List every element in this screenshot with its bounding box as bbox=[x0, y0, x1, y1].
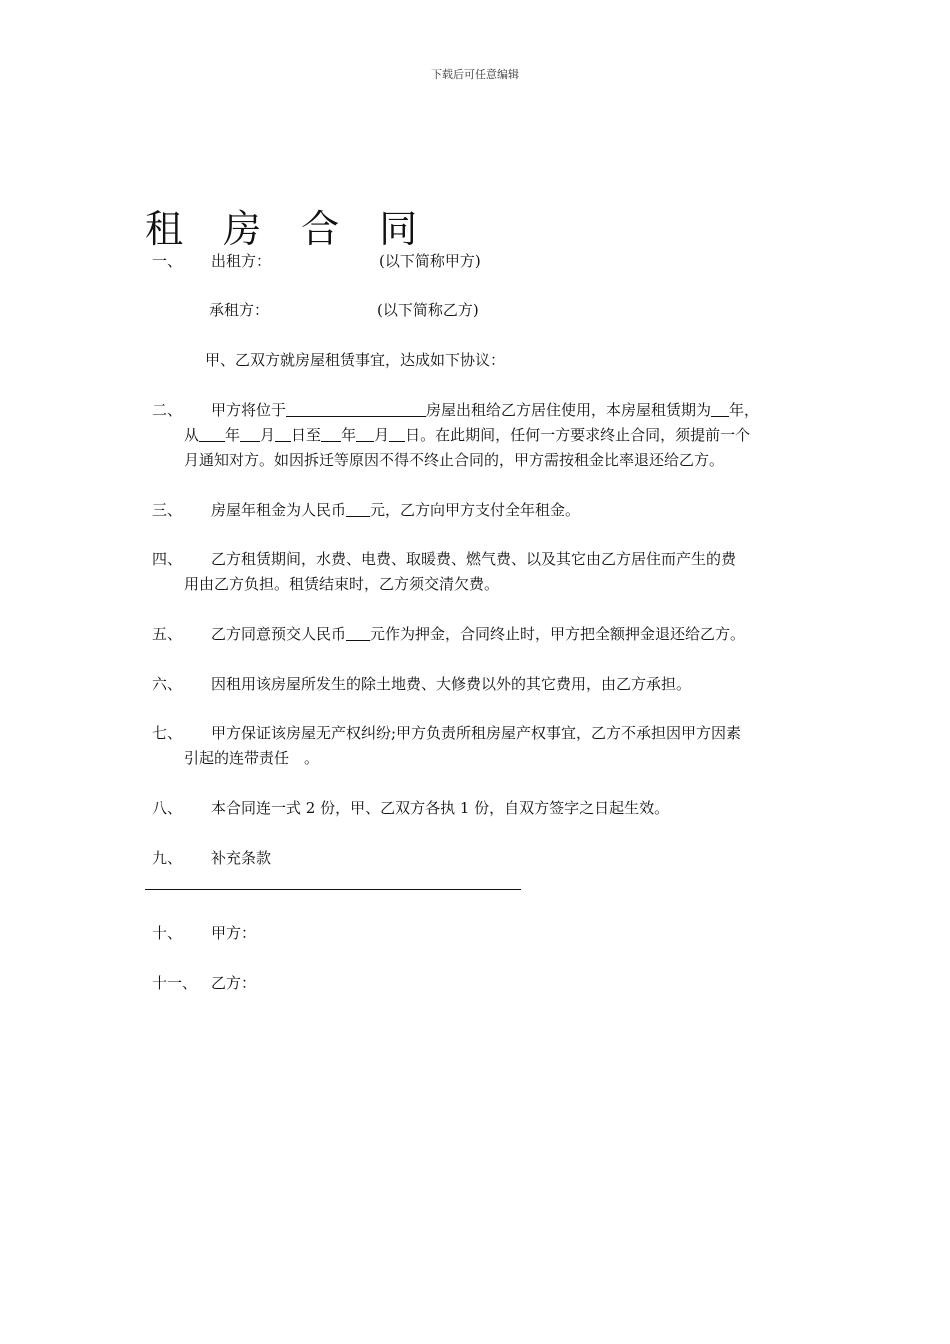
clause-text: 从 bbox=[184, 426, 200, 444]
tenant-label: 承租方： bbox=[209, 301, 270, 319]
clause-number: 七、 bbox=[152, 724, 183, 742]
clause-9 bbox=[152, 846, 812, 871]
clause-text: 元，乙方向甲方支付全年租金。 bbox=[370, 501, 581, 519]
clause-line bbox=[184, 622, 812, 647]
clause-line bbox=[184, 423, 812, 448]
clause-number-1: 一、 bbox=[152, 252, 183, 270]
clause-line bbox=[184, 498, 812, 523]
clause-text: 甲方将位于 bbox=[211, 401, 287, 419]
clause-number: 四、 bbox=[152, 550, 183, 568]
clause-number: 六、 bbox=[152, 675, 183, 693]
landlord-label: 出租方： bbox=[211, 252, 272, 270]
clause-text: 年， bbox=[729, 401, 760, 419]
party-a-signature-label: 甲方： bbox=[211, 924, 257, 942]
clause-line: 补充条款 bbox=[211, 849, 272, 867]
clause-text: 元作为押金，合同终止时，甲方把全额押金退还给乙方。 bbox=[370, 625, 746, 643]
blank-end-month bbox=[356, 424, 374, 442]
clause-line: 因租用该房屋所发生的除土地费、大修费以外的其它费用，由乙方承担。 bbox=[211, 675, 692, 693]
clause-line: 引起的连带责任 。 bbox=[184, 749, 320, 767]
clause-number: 八、 bbox=[152, 799, 183, 817]
clause-line: 乙方租赁期间，水费、电费、取暖费、燃气费、以及其它由乙方居住而产生的费 bbox=[211, 550, 737, 568]
clause-text: 年 bbox=[225, 426, 241, 444]
clause-line: 甲方保证该房屋无产权纠纷;甲方负责所租房屋产权事宜，乙方不承担因甲方因素 bbox=[211, 724, 742, 742]
clause-3 bbox=[152, 498, 812, 523]
signature-number-b: 十一、 bbox=[152, 974, 198, 992]
clause-text: 房屋年租金为人民币 bbox=[211, 501, 347, 519]
clause-text: 月 bbox=[260, 426, 276, 444]
party-b-signature-label: 乙方： bbox=[211, 974, 257, 992]
clause-text: 乙方同意预交人民币 bbox=[211, 625, 347, 643]
clause-text: 月 bbox=[374, 426, 390, 444]
tenant-alias: (以下简称乙方) bbox=[377, 301, 479, 319]
blank-end-day bbox=[389, 424, 405, 442]
clause-number: 九、 bbox=[152, 849, 183, 867]
blank-start-year bbox=[199, 424, 225, 442]
document-title: 租 房 合 同 bbox=[145, 207, 432, 251]
header-note: 下载后可任意编辑 bbox=[431, 68, 519, 81]
clause-line bbox=[184, 398, 812, 423]
clause-4 bbox=[152, 547, 812, 597]
blank-address bbox=[286, 399, 426, 417]
supplementary-terms-blank-line bbox=[145, 889, 521, 890]
blank-annual-rent bbox=[346, 499, 370, 517]
signature-number-a: 十、 bbox=[152, 924, 183, 942]
clause-line: 月通知对方。如因拆迁等原因不得不终止合同的，甲方需按租金比率退还给乙方。 bbox=[184, 451, 725, 469]
clause-6 bbox=[152, 672, 812, 697]
blank-start-day bbox=[275, 424, 291, 442]
clause-line: 用由乙方负担。租赁结束时，乙方须交清欠费。 bbox=[184, 575, 500, 593]
blank-term-years bbox=[711, 399, 729, 417]
clause-7 bbox=[152, 721, 812, 771]
blank-end-year bbox=[321, 424, 341, 442]
landlord-alias: (以下简称甲方) bbox=[379, 252, 481, 270]
clause-number: 三、 bbox=[152, 501, 183, 519]
clause-text: 日。在此期间，任何一方要求终止合同，须提前一个 bbox=[405, 426, 751, 444]
clause-text: 年 bbox=[341, 426, 357, 444]
agreement-intro: 甲、乙双方就房屋租赁事宜，达成如下协议： bbox=[205, 351, 506, 369]
clause-number: 五、 bbox=[152, 625, 183, 643]
clause-8 bbox=[152, 796, 812, 821]
blank-deposit bbox=[346, 623, 370, 641]
clause-text: 日至 bbox=[291, 426, 322, 444]
clause-line: 本合同连一式 2 份，甲、乙双方各执 1 份，自双方签字之日起生效。 bbox=[211, 799, 670, 817]
clause-text: 房屋出租给乙方居住使用，本房屋租赁期为 bbox=[426, 401, 712, 419]
clause-number: 二、 bbox=[152, 401, 183, 419]
clause-5 bbox=[152, 622, 812, 647]
clause-2 bbox=[152, 398, 812, 473]
blank-start-month bbox=[240, 424, 260, 442]
